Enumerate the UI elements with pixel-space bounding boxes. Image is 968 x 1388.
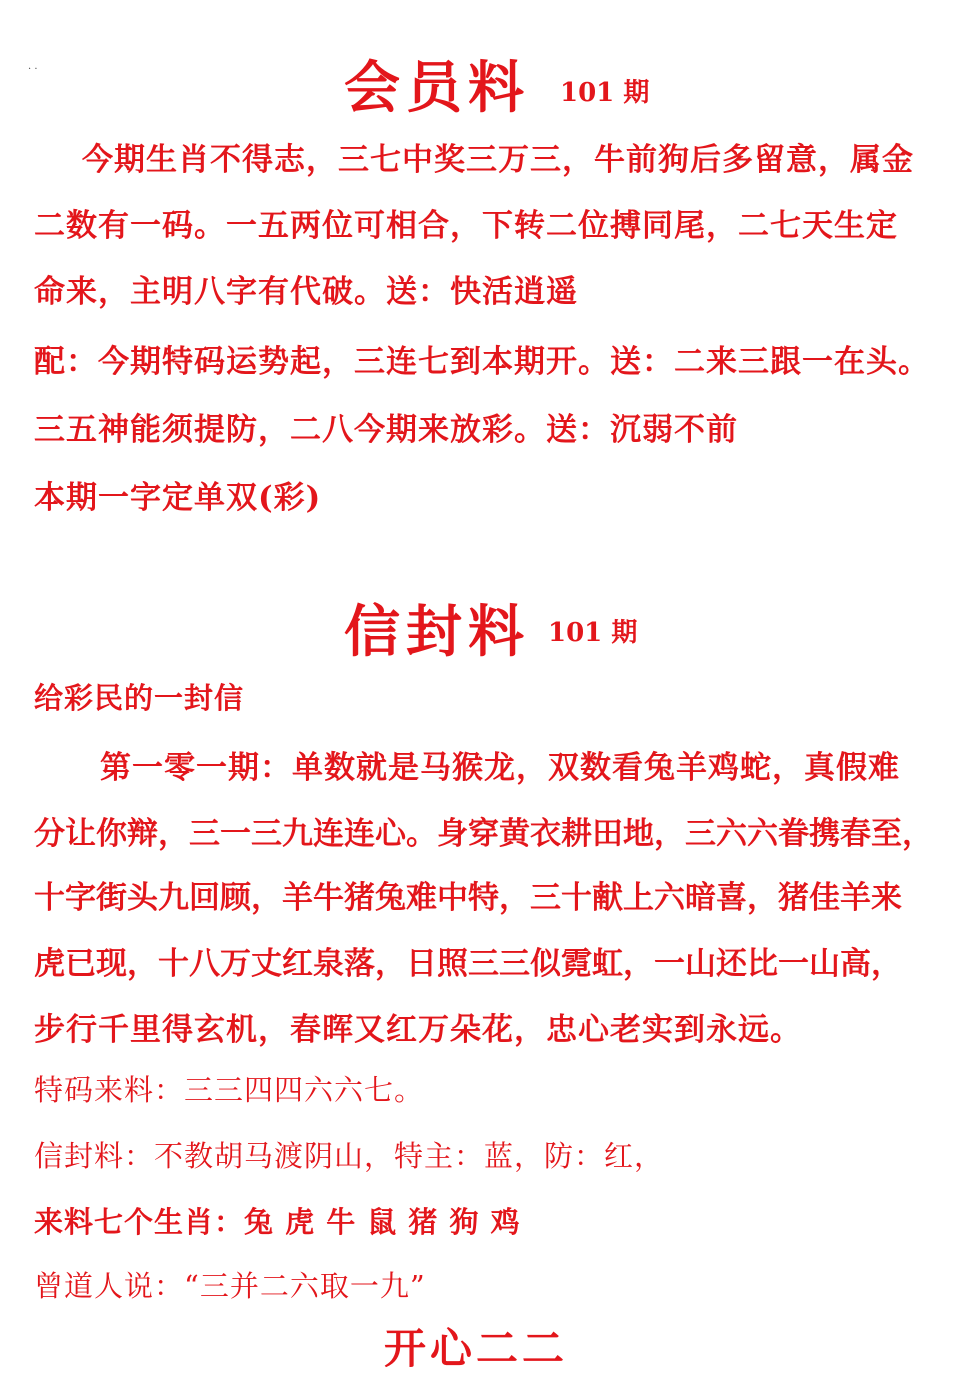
taoist-line: 曾道人说：“三并二六取一九” [34, 1269, 426, 1303]
section1-line-2: 二数有一码。一五两位可相合，下转二位搏同尾，二七天生定 [34, 208, 898, 244]
section2-title: 信封料 [344, 599, 530, 665]
letter-line-3: 十字街头九回顾，羊牛猪兔难中特，三十献上六暗喜，猪佳羊来 [34, 880, 902, 916]
section1-line-3: 命来，主明八字有代破。送：快活逍遥 [34, 274, 578, 310]
letter-line-2: 分让你辩，三一三九连连心。身穿黄衣耕田地，三六六眷携春至， [34, 816, 933, 852]
letter-line-5: 步行千里得玄机，春晖又红万朵花，忠心老实到永远。 [34, 1012, 802, 1048]
section1-line-6: 本期一字定单双(彩) [34, 480, 322, 516]
scan-specks: · · [28, 64, 38, 75]
zodiac-line: 来料七个生肖：兔 虎 牛 鼠 猪 狗 鸡 [34, 1205, 521, 1239]
section2-intro: 给彩民的一封信 [34, 681, 245, 715]
envelope-line: 信封料：不教胡马渡阴山，特主：蓝，防：红， [34, 1139, 665, 1173]
letter-line-4: 虎已现，十八万丈红泉落，日照三三似霓虹，一山还比一山高， [34, 946, 902, 982]
section1-issue: 101 期 [560, 78, 650, 108]
section1-line-4: 配：今期特码运势起，三连七到本期开。送：二来三跟一在头。 [34, 344, 930, 380]
letter-line-1: 第一零一期：单数就是马猴龙，双数看兔羊鸡蛇，真假难 [100, 750, 900, 786]
footer-title: 开心二二 [384, 1324, 569, 1373]
section1-title: 会员料 [344, 55, 530, 121]
section2-issue: 101 期 [548, 618, 638, 648]
special-code-line: 特码来料：三三四四六六七。 [34, 1073, 425, 1107]
section1-line-5: 三五神能须提防，二八今期来放彩。送：沉弱不前 [34, 412, 738, 448]
section1-line-1: 今期生肖不得志，三七中奖三万三，牛前狗后多留意，属金 [82, 142, 914, 178]
